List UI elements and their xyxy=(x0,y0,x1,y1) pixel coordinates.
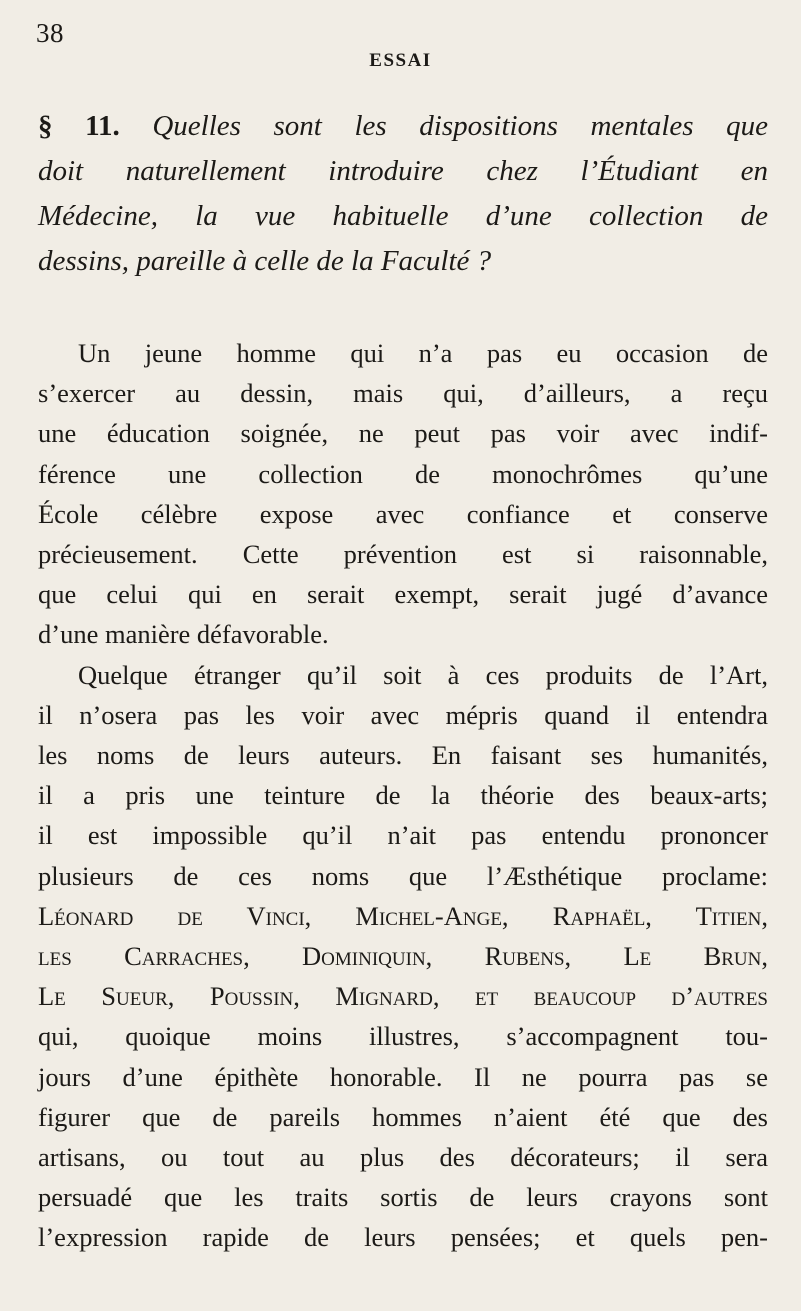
text-line: jours d’une épithète honorable. Il ne pourra pas se xyxy=(38,1061,768,1092)
heading-line: Médecine, la vue habituelle d’une collection de xyxy=(38,200,768,232)
text-line: Quelque étranger qu’il soit à ces produits de l’Art, xyxy=(78,659,768,690)
heading-line: dessins, pareille à celle de la Faculté ? xyxy=(38,245,492,277)
text-line: que celui qui en serait exempt, serait jugé d’avance xyxy=(38,579,768,610)
text-line: l’expression rapide de leurs pensées; et quels pen- xyxy=(38,1222,768,1253)
heading-line-text: Quelles sont les dispositions mentales que xyxy=(152,110,768,142)
text-line: École célèbre expose avec confiance et conserve xyxy=(38,498,768,529)
text-line: persuadé que les traits sortis de leurs crayons sont xyxy=(38,1182,768,1213)
text-line: les noms de leurs auteurs. En faisant ses humanités, xyxy=(38,740,768,771)
heading-line: doit naturellement introduire chez l’Étudiant en xyxy=(38,155,768,187)
body-text xyxy=(38,333,768,1258)
text-line: précieusement. Cette prévention est si raisonnable, xyxy=(38,539,768,570)
text-line: s’exercer au dessin, mais qui, d’ailleurs, a reçu xyxy=(38,378,768,409)
text-line: d’une manière défavorable. xyxy=(38,619,329,650)
text-line: qui, quoique moins illustres, s’accompagnent tou- xyxy=(38,1021,768,1052)
running-head: ESSAI xyxy=(369,50,432,71)
text-line: Un jeune homme qui n’a pas eu occasion de xyxy=(78,338,768,368)
page-number: 38 xyxy=(36,18,64,48)
text-line: plusieurs de ces noms que l’Æsthétique proclame: xyxy=(38,860,768,891)
heading-line xyxy=(38,104,768,149)
text-line-names: les Carraches, Dominiquin, Rubens, Le Brun, xyxy=(38,941,768,972)
paragraph-1 xyxy=(38,333,768,655)
text-line: une éducation soignée, ne peut pas voir avec indif- xyxy=(38,418,768,449)
text-line-names: Le Sueur, Poussin, Mignard, et beaucoup d’autres xyxy=(38,981,768,1012)
text-line: artisans, ou tout au plus des décorateurs; il sera xyxy=(38,1142,768,1173)
text-line: férence une collection de monochrômes qu’une xyxy=(38,458,768,489)
section-heading xyxy=(38,104,768,284)
paragraph-2 xyxy=(38,655,768,1258)
text-line: il n’osera pas les voir avec mépris quand il entendra xyxy=(38,699,768,730)
text-line: il est impossible qu’il n’ait pas entendu prononcer xyxy=(38,820,768,851)
text-line: figurer que de pareils hommes n’aient été que des xyxy=(38,1101,768,1132)
section-number: § 11. xyxy=(38,110,120,142)
text-line-names: Léonard de Vinci, Michel-Ange, Raphaël, Titien, xyxy=(38,900,768,931)
text-line: il a pris une teinture de la théorie des beaux-arts; xyxy=(38,780,768,811)
